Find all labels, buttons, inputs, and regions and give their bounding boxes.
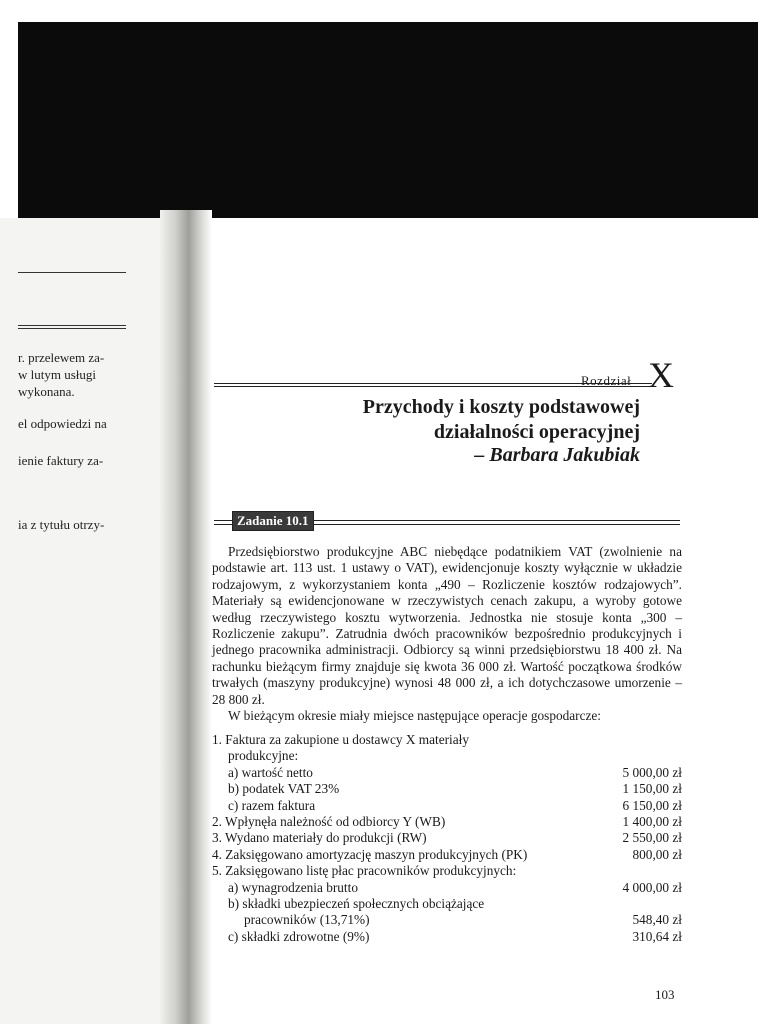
operation-row [212, 765, 682, 781]
operation-label: pracowników (13,71%) [244, 912, 370, 928]
chapter-number: X [648, 355, 674, 395]
left-page-line: r. przelewem za- [18, 350, 105, 365]
chapter-author: – Barbara Jakubiak [474, 444, 640, 466]
operations-list [212, 732, 682, 945]
operation-label: b) podatek VAT 23% [228, 781, 340, 797]
left-page [0, 218, 175, 1024]
operation-row [212, 880, 682, 896]
operation-row [212, 863, 682, 879]
operation-label: b) składki ubezpieczeń społecznych obciążające [228, 895, 485, 911]
operation-row [212, 732, 682, 748]
operation-row [212, 929, 682, 945]
operation-row [212, 781, 682, 797]
task-paragraph-1: Przedsiębiorstwo produkcyjne ABC niebędące podatnikiem VAT (zwolnienie na podstawie art. 113 ust. 1 ustawy o VAT), ewidencjonuje koszty wyłącznie w układzie rodzajowym, z wykorzystaniem konta „490 – Rozliczenie kosztów rodzajowych”. Materiały są ewidencjonowane w rzeczywistych cenach zakupu, a wyroby gotowe według rzeczywistego kosztu wytworzenia. Jednostka nie stosuje konta „300 – Rozliczenie zakupu”. Zatrudnia dwóch pracowników bezpośrednio produkcyjnych i jednego pracownika administracji. Odbiorcy są winni przedsiębiorstwu 18 400 zł. Na rachunku bieżącym firmy znajduje się kwota 36 000 zł. Wartość początkowa środków trwałych (maszyny produkcyjne) wynosi 48 000 zł, a ich dotychczasowe umorzenie – 28 800 zł. [212, 544, 682, 707]
task-paragraph-2: W bieżącym okresie miały miejsce następujące operacje gospodarcze: [228, 708, 602, 724]
left-page-rule [18, 325, 126, 326]
operation-row [212, 798, 682, 814]
scan-dark-area [18, 22, 758, 218]
operation-row [212, 830, 682, 846]
operation-row [212, 912, 682, 928]
operation-label: 2. Wpłynęła należność od odbiorcy Y (WB) [212, 813, 446, 829]
operation-value: 1 150,00 zł [622, 781, 682, 797]
book-gutter [160, 210, 212, 1024]
left-page-line: el odpowiedzi na [18, 416, 107, 431]
operation-row [212, 896, 682, 912]
page-number: 103 [655, 987, 675, 1002]
operation-label: a) wynagrodzenia brutto [228, 879, 358, 895]
left-page-line: ia z tytułu otrzy- [18, 517, 105, 532]
left-page-line: ienie faktury za- [18, 453, 104, 468]
operation-value: 5 000,00 zł [622, 764, 682, 780]
operation-label: c) składki zdrowotne (9%) [228, 928, 370, 944]
operation-value: 4 000,00 zł [622, 879, 682, 895]
operation-row [212, 847, 682, 863]
operation-label: 1. Faktura za zakupione u dostawcy X materiały [212, 732, 469, 747]
left-page-line: w lutym usługi [18, 367, 97, 382]
left-page-rule [18, 328, 126, 329]
task-body [212, 544, 682, 724]
chapter-title-line-1: Przychody i koszty podstawowej [362, 396, 640, 418]
task-label: Zadanie 10.1 [232, 511, 314, 531]
operation-value: 310,64 zł [632, 928, 682, 944]
operation-label: 5. Zaksięgowano listę płac pracowników produkcyjnych: [212, 863, 517, 879]
operation-value: 548,40 zł [632, 912, 682, 928]
operation-row [212, 748, 682, 764]
chapter-title-line-2: działalności operacyjnej [433, 421, 640, 443]
operation-label: 3. Wydano materiały do produkcji (RW) [212, 830, 427, 846]
operation-value: 6 150,00 zł [622, 797, 682, 813]
left-page-rule [18, 272, 126, 273]
operation-label: c) razem faktura [228, 797, 316, 813]
operation-value: 1 400,00 zł [622, 813, 682, 829]
operation-value: 800,00 zł [632, 846, 682, 862]
left-page-line: wykonana. [18, 384, 75, 399]
operation-value: 2 550,00 zł [622, 830, 682, 846]
operation-label: 4. Zaksięgowano amortyzację maszyn produkcyjnych (PK) [212, 846, 528, 862]
operation-row [212, 814, 682, 830]
operation-label: a) wartość netto [228, 764, 313, 780]
chapter-label: Rozdział [581, 373, 632, 388]
operation-label: produkcyjne: [228, 748, 299, 764]
